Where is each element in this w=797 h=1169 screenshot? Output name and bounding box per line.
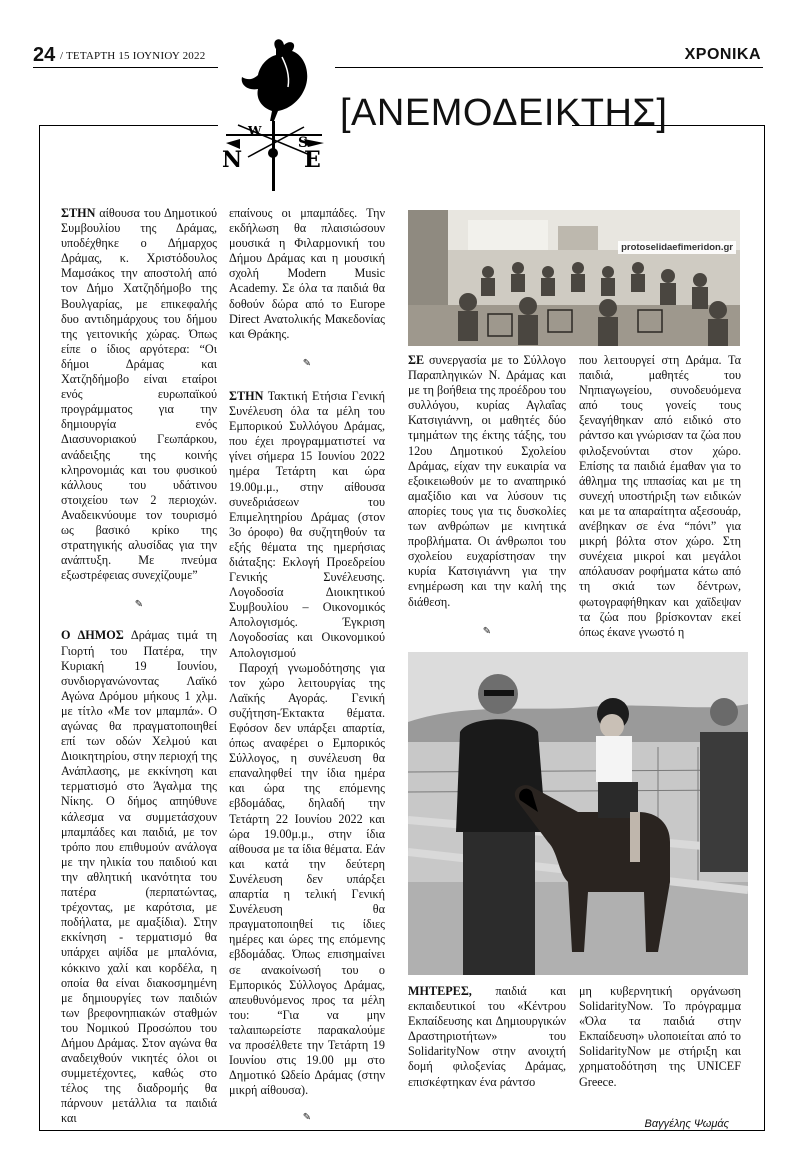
logo-letter-s: S [298, 135, 309, 151]
issue-date: / ΤΕΤΑΡΤΗ 15 ΙΟΥΝΙΟΥ 2022 [60, 50, 206, 62]
article-6-text: παιδιά και εκπαιδευτικοί του «Κέντρου Εκπαίδευσης και Δημιουργικών Δραστηριοτήτων» του SolidarityNow στην ανοιχτή δομή φιλοξενίας Δράμας, επισκέφτηκαν ένα ράντσο [408, 984, 566, 1089]
column-1 [61, 206, 217, 1127]
article-3-text: Τακτική Ετήσια Γενική Συνέλευση όλα τα μέλη του Εμπορικού Συλλόγου Δράμας, που έχει προγραμματιστεί να γίνει σήμερα 15 Ιουνίου 2022 ημέρα Τετάρτη και ώρα 19.00μ.μ., στην αίθουσα συνεδριάσεων του Επιμελητηρίου Δράμας (στον 3ο όροφο) θα συζητηθούν τα εξής θέματα της ημερήσιας διάταξης: Εκλογή Προεδρείου Γενικής Συνέλευσης. Λογοδοσία Διοικητικού Συμβουλίου – Οικονομικός Απολογισμός. Έγκριση Λογοδοσίας και Οικονομικού Απολογισμού [229, 388, 385, 660]
article-4-text: συνεργασία με το Σύλλογο Παραπληγικών Ν. Δράμας και με τη βοήθεια της προέδρου του συλλόγου, κυρίας Αγλαΐας Κατσιγιάννη, οι μαθητές δύο τμημάτων της έκτης τάξης, του 12ου Δημοτικού Σχολείου Δράμας, είχαν την ευκαιρία να εξοικειωθούν με το αναπηρικό αμαξίδιο και να λύσουν τις απορίες τους για τις δυσκολίες των ανθρώπων με κινητικά προβλήματα. Οι άνθρωποι του σχολείου ευχαρίστησαν την κυρία Κατσιγιάννη για την ενημέρωση και την καλή της διάθεση. [408, 353, 566, 609]
article-6 [408, 984, 566, 1090]
article-1-lead: ΣΤΗΝ [61, 206, 96, 220]
article-2-continued: επαίνους οι μπαμπάδες. Την εκδήλωση θα πλαισιώσουν μουσικά η Φιλαρμονική του Δήμου Δράμας και η μουσική σχολή Modern Music Academy. Σε όλα τα παιδιά θα δοθούν δώρα από το Europe Direct Ανατολικής Μακεδονίας και Θράκης. [229, 206, 385, 341]
article-2-text: Δράμας τιμά τη Γιορτή του Πατέρα, την Κυριακή 19 Ιουνίου, συνδιοργανώνοντας Λαϊκό Αγώνα Δρόμου μήκους 1 χλμ. με τίτλο «Με τον μπαμπά». Ο αγώνας θα πραγματοποιηθεί επί των οδών Χελμού και Διοικητηρίου, στην περιοχή της Ανάπλασης, με εκκίνηση και τερματισμό στο Άγαλμα της Νίκης. Ο δήμος απηύθυνε κάλεσμα να συμμετάσχουν μπαμπάδες και παιδιά, με τον τρόπο που επιθυμούν ανάλογα με την ηλικία του παιδιού και την αθλητική ικανότητα του πατέρα (περπατώντας, τρέχοντας, με καρότσια, με ποδήλατα, με αμαξίδια). Στην εκκίνηση - τερματισμό θα υπάρχει αψίδα με μπαλόνια, κόκκινο χαλί και κορδέλα, η οποία θα είναι διακοσμημένη με δημιουργίες των παιδιών των βρεφονηπιακών σταθμών του Νομικού Προσώπου του Δήμου Δράμας. Στον αγώνα θα αναδειχθούν νικητές όλοι οι συμμετέχοντες, καθώς στο τέλος της διαδρομής θα πάρνουν μετάλλια τα παιδιά και [61, 628, 217, 1126]
article-4 [408, 353, 566, 610]
article-3-paragraph-2: Παροχή γνωμοδότησης για τον χώρο λειτουργίας της Λαϊκής Αγοράς. Γενική συζήτηση-Έκτακτα θέματα. Εφόσον δεν υπάρξει απαρτία, όπως αναφέρει ο Εμπορικός Σύλλογος, η συνέλευση θα επαναληφθεί την ίδια ημέρα και ώρα της επόμενης εβδομάδας, δηλαδή την Τετάρτη 22 Ιουνίου 2022 και ώρα 19.00μ.μ., στην ίδια αίθουσα με τα ίδια θέματα. Εάν και κατά την δεύτερη Συνέλευση δεν υπάρξει απαρτία η τελική Γενική Συνέλευση θα πραγματοποιηθεί τις ίδιες ημέρες και ώρες της επόμενης εβδομάδας. Όπως επισημαίνει σε ανακοίνωσή του ο Εμπορικός Σύλλογος Δράμας, απευθυνόμενος προς τα μέλη του: “Για να μην ταλαιπωρείστε παρακαλούμε να προσέλθετε την Τετάρτη 19 Ιουνίου στις 19.00 μμ στο Δημοτικό Ωδείο Δράμας (στην μικρή αίθουσα). [229, 660, 385, 1098]
article-6-continued: που λειτουργεί στη Δράμα. Τα παιδιά, μαθητές του Νηπιαγωγείου, συνοδευόμενα από τους γονείς τους ξεναγήθηκαν από ειδικό στο ράντσο και γνώρισαν τα ζώα που φιλοξενούνται στον χώρο. Επίσης τα παιδιά έμαθαν για το άθλημα της ιππασίας και με τη συνεχή υποστήριξη των ειδικών και με τα απαραίτητα αξεσουάρ, ανέβηκαν σε ένα “πόνι” για μικρή βόλτα στον χώρο. Στη συνέχεια μικροί και μεγάλοι απόλαυσαν ροφήματα κάτω από τη σκιά των δέντρων, φωτογραφήθηκαν και χαϊδεψαν τα ζώα που βρίσκονταν εκεί όπως έκανε γνωστό η [579, 353, 741, 639]
article-6-body [408, 984, 566, 1090]
article-6-end [579, 984, 741, 1090]
separator-icon: ✎ [482, 625, 492, 637]
logo-letter-e: E [304, 147, 321, 173]
logo-letter-n: N [222, 147, 243, 173]
section-name: ΧΡΟΝΙΚΑ [684, 46, 761, 63]
article-6-end-text: μη κυβερνητική οργάνωση SolidarityNow. Το πρόγραμμα «Όλα τα παιδιά στην Εκπαίδευση» υλοποιείται από το SolidarityNow με στήριξη και χρηματοδότηση της UNICEF Greece. [579, 984, 741, 1089]
frame-top-left-rule [39, 125, 222, 126]
article-3-lead: ΣΤΗΝ [229, 388, 264, 403]
article-1-text: αίθουσα του Δημοτικού Συμβουλίου της Δράμας, υποδέχθηκε ο Δήμαρχος Δράμας, κ. Χριστόδουλος Μαμσάκος την αποστολή από τον Δήμο Χατζηδήμοβο της Βουλγαρίας, με επικεφαλής δυο αντιδημάρχους του δήμου της γειτονικής χώρας. Όπως είπε ο ίδιος αργότερα: “Οι δήμοι Δράμας και Χατζηδήμοβο είναι εταίροι ενός ευρωπαϊκού προγράμματος για την δημιουργία ενός Διασυνοριακού Γεωπάρκου, ανάδειξης της κοινής κληρονομιάς και του φυσικού κάλλους του υδάτινου στοιχείου των 2 περιοχών. Αναδεικνύουμε τον τουρισμό ως βασικό κρίκο της στρατηγικής αλυσίδας για την ανάπτυξη. Με πνεύμα εξωστρέφειας συνεχίζουμε” [61, 206, 217, 583]
logo-letter-w: W [248, 124, 262, 138]
article-1 [61, 206, 217, 583]
watermark: protoselidaefimeridon.gr [618, 241, 736, 254]
classroom-photo [408, 210, 740, 346]
article-6-lead: ΜΗΤΕΡΕΣ, [408, 984, 472, 998]
separator-icon: ✎ [134, 599, 144, 611]
column-title: [ΑΝΕΜΟΔΕΙΚΤΗΣ] [340, 92, 668, 134]
article-2-lead: Ο ΔΗΜΟΣ [61, 628, 124, 643]
byline: Βαγγέλης Ψωμάς [644, 1118, 729, 1130]
classroom-photo-image [408, 210, 740, 346]
column-3 [408, 353, 566, 639]
pony-ride-photo [408, 652, 748, 975]
separator-icon: ✎ [302, 1112, 312, 1124]
article-2 [61, 628, 217, 1126]
article-4-lead: ΣΕ [408, 353, 425, 367]
separator-icon: ✎ [302, 357, 312, 369]
header-rule-right [335, 67, 763, 68]
page-number: 24 [33, 44, 56, 66]
weathervane-logo [218, 35, 332, 195]
column-2 [229, 206, 385, 1125]
column-4 [579, 353, 741, 640]
header-rule-left [33, 67, 219, 68]
pony-ride-photo-image [408, 652, 748, 975]
article-3 [229, 389, 385, 661]
